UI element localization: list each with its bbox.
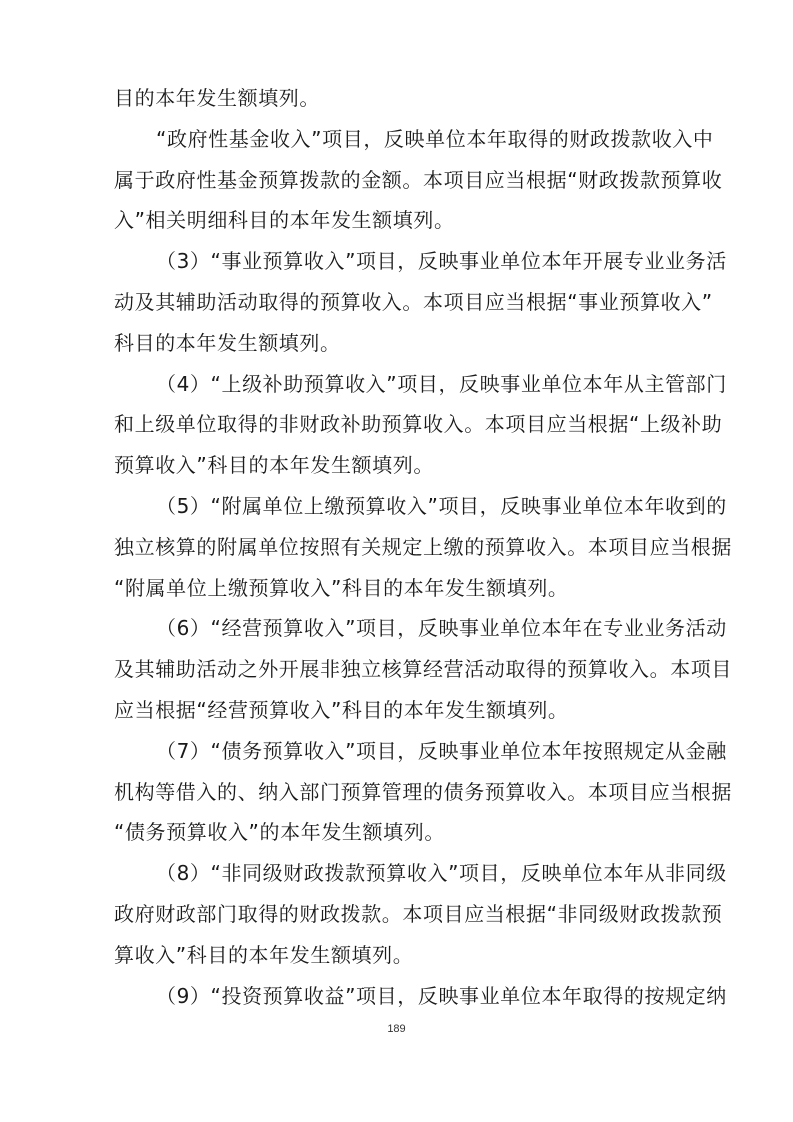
text-line: 动及其辅助活动取得的预算收入。本项目应当根据“事业预算收入” xyxy=(114,289,713,314)
document-body xyxy=(114,78,732,1016)
text-line: 科目的本年发生额填列。 xyxy=(114,330,341,355)
text-line: “政府性基金收入”项目，反映单位本年取得的财政拨款收入中 xyxy=(156,126,714,151)
paragraph-9 xyxy=(114,976,727,1017)
text-line: （6）“经营预算收入”项目，反映事业单位本年在专业业务活动 xyxy=(156,616,727,641)
text-line: 政府财政部门取得的财政拨款。本项目应当根据“非同级财政拨款预 xyxy=(114,901,723,926)
paragraph-8 xyxy=(114,853,727,975)
text-line: （8）“非同级财政拨款预算收入”项目，反映单位本年从非同级 xyxy=(156,861,727,886)
text-line: 机构等借入的、纳入部门预算管理的债务预算收入。本项目应当根据 xyxy=(114,779,732,804)
paragraph-6 xyxy=(114,608,732,730)
paragraph-7 xyxy=(114,731,732,853)
paragraph-2 xyxy=(114,119,723,241)
page-number: 189 xyxy=(387,1023,406,1035)
text-line: （5）“附属单位上缴预算收入”项目，反映事业单位本年收到的 xyxy=(156,493,727,518)
text-line: 独立核算的附属单位按照有关规定上缴的预算收入。本项目应当根据 xyxy=(114,534,732,559)
text-line: 及其辅助活动之外开展非独立核算经营活动取得的预算收入。本项目 xyxy=(114,657,732,682)
text-line: “债务预算收入”的本年发生额填列。 xyxy=(114,820,445,845)
text-line: 属于政府性基金预算拨款的金额。本项目应当根据“财政拨款预算收 xyxy=(114,167,723,192)
text-line: 预算收入”科目的本年发生额填列。 xyxy=(114,453,434,478)
text-line: 和上级单位取得的非财政补助预算收入。本项目应当根据“上级补助 xyxy=(114,412,723,437)
text-line: （9）“投资预算收益”项目，反映事业单位本年取得的按规定纳 xyxy=(156,983,727,1008)
text-line: （7）“债务预算收入”项目，反映事业单位本年按照规定从金融 xyxy=(156,738,727,763)
text-line: （4）“上级补助预算收入”项目，反映事业单位本年从主管部门 xyxy=(156,371,727,396)
text-line: “附属单位上缴预算收入”科目的本年发生额填列。 xyxy=(114,575,569,600)
paragraph-1 xyxy=(114,78,689,119)
text-line: （3）“事业预算收入”项目，反映事业单位本年开展专业业务活 xyxy=(156,249,727,274)
text-line: 应当根据“经营预算收入”科目的本年发生额填列。 xyxy=(114,697,569,722)
text-line: 目的本年发生额填列。 xyxy=(114,86,320,110)
text-line: 入”相关明细科目的本年发生额填列。 xyxy=(114,208,455,233)
text-line: 算收入”科目的本年发生额填列。 xyxy=(114,942,414,967)
paragraph-5 xyxy=(114,486,732,608)
paragraph-4 xyxy=(114,364,727,486)
paragraph-3 xyxy=(114,241,727,363)
